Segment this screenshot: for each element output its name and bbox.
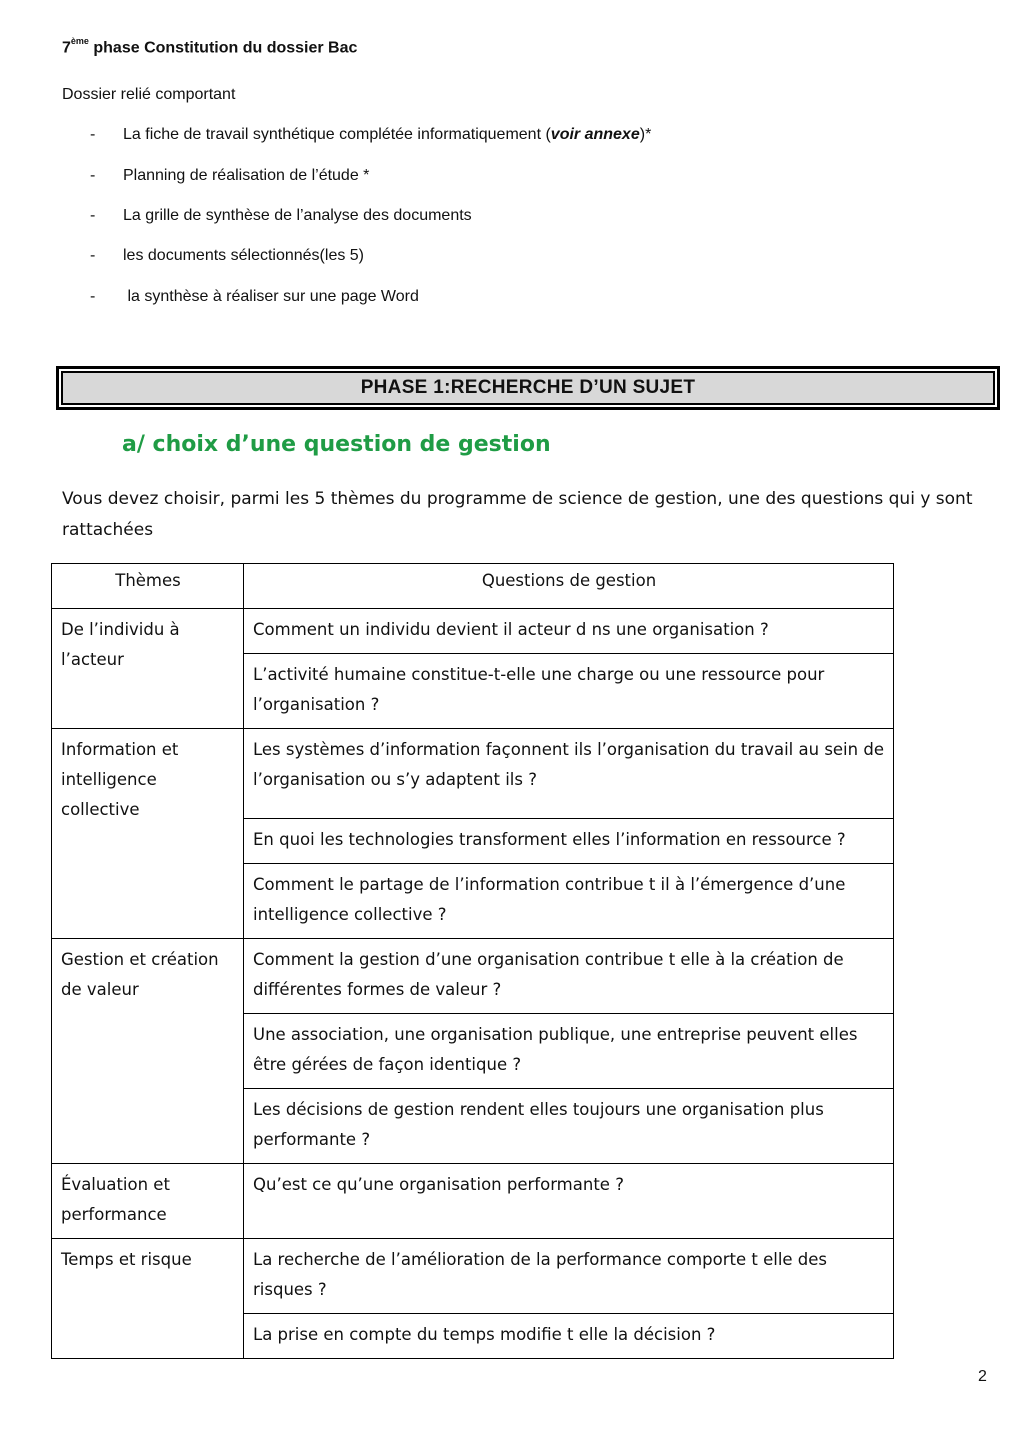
themes-table <box>51 563 894 1359</box>
theme-cell: Information et intelligence collective <box>52 729 244 939</box>
bullet-dash: - <box>90 167 96 184</box>
bullet-text: Planning de réalisation de l’étude * <box>123 167 370 184</box>
bullet-text: les documents sélectionnés(les 5) <box>123 247 365 264</box>
header-questions: Questions de gestion <box>244 564 894 609</box>
bullet-text: La fiche de travail synthétique complétée informatiquement ( <box>123 126 551 143</box>
page-number: 2 <box>978 1368 987 1385</box>
table-row <box>52 729 894 819</box>
bullet-item <box>90 247 364 265</box>
section-paragraph: Vous devez choisir, parmi les 5 thèmes du programme de science de gestion, une des questions qui y sont rattachées <box>62 489 973 540</box>
phase7-heading <box>62 38 357 57</box>
theme-cell: Gestion et création de valeur <box>52 939 244 1164</box>
table-row <box>52 939 894 1014</box>
bullet-item <box>90 126 651 144</box>
theme-cell: De l’individu à l’acteur <box>52 609 244 729</box>
table-row <box>52 609 894 654</box>
question-cell: Comment un individu devient il acteur d ns une organisation ? <box>244 609 894 654</box>
question-cell: Comment le partage de l’information contribue t il à l’émergence d’une intelligence collective ? <box>244 864 894 939</box>
phase7-title: phase Constitution du dossier Bac <box>93 39 358 57</box>
question-cell: Une association, une organisation publique, une entreprise peuvent elles être gérées de façon identique ? <box>244 1014 894 1089</box>
bullet-dash: - <box>90 247 96 264</box>
bullet-item <box>90 167 369 185</box>
theme-cell: Temps et risque <box>52 1239 244 1359</box>
bullet-text: La grille de synthèse de l’analyse des documents <box>123 207 472 224</box>
bullet-dash: - <box>90 126 96 143</box>
table-header-row <box>52 564 894 609</box>
bullet-text-after: )* <box>639 126 652 143</box>
dossier-intro: Dossier relié comportant <box>62 86 236 103</box>
phase7-number: 7 <box>62 39 71 57</box>
phase-banner-title: PHASE 1:RECHERCHE D’UN SUJET <box>360 377 696 398</box>
bullet-text: la synthèse à réaliser sur une page Word <box>123 288 419 305</box>
theme-cell: Évaluation et performance <box>52 1164 244 1239</box>
table-row <box>52 1239 894 1314</box>
question-cell: Les décisions de gestion rendent elles toujours une organisation plus performante ? <box>244 1089 894 1164</box>
question-cell: La recherche de l’amélioration de la performance comporte t elle des risques ? <box>244 1239 894 1314</box>
phase7-superscript: ème <box>70 36 89 46</box>
bullet-emphasis: voir annexe <box>550 126 640 143</box>
question-cell: En quoi les technologies transforment elles l’information en ressource ? <box>244 819 894 864</box>
phase-banner <box>56 366 1000 410</box>
bullet-dash: - <box>90 288 96 305</box>
section-title: a/ choix d’une question de gestion <box>122 432 551 457</box>
bullet-dash: - <box>90 207 96 224</box>
table-row <box>52 1164 894 1239</box>
header-themes: Thèmes <box>52 564 244 609</box>
bullet-item <box>90 288 419 306</box>
bullet-item <box>90 207 472 225</box>
question-cell: L’activité humaine constitue-t-elle une charge ou une ressource pour l’organisation ? <box>244 654 894 729</box>
question-cell: La prise en compte du temps modifie t elle la décision ? <box>244 1314 894 1359</box>
question-cell: Les systèmes d’information façonnent ils l’organisation du travail au sein de l’organisation ou s’y adaptent ils ? <box>244 729 894 819</box>
question-cell: Comment la gestion d’une organisation contribue t elle à la création de différentes formes de valeur ? <box>244 939 894 1014</box>
question-cell: Qu’est ce qu’une organisation performante ? <box>244 1164 894 1239</box>
